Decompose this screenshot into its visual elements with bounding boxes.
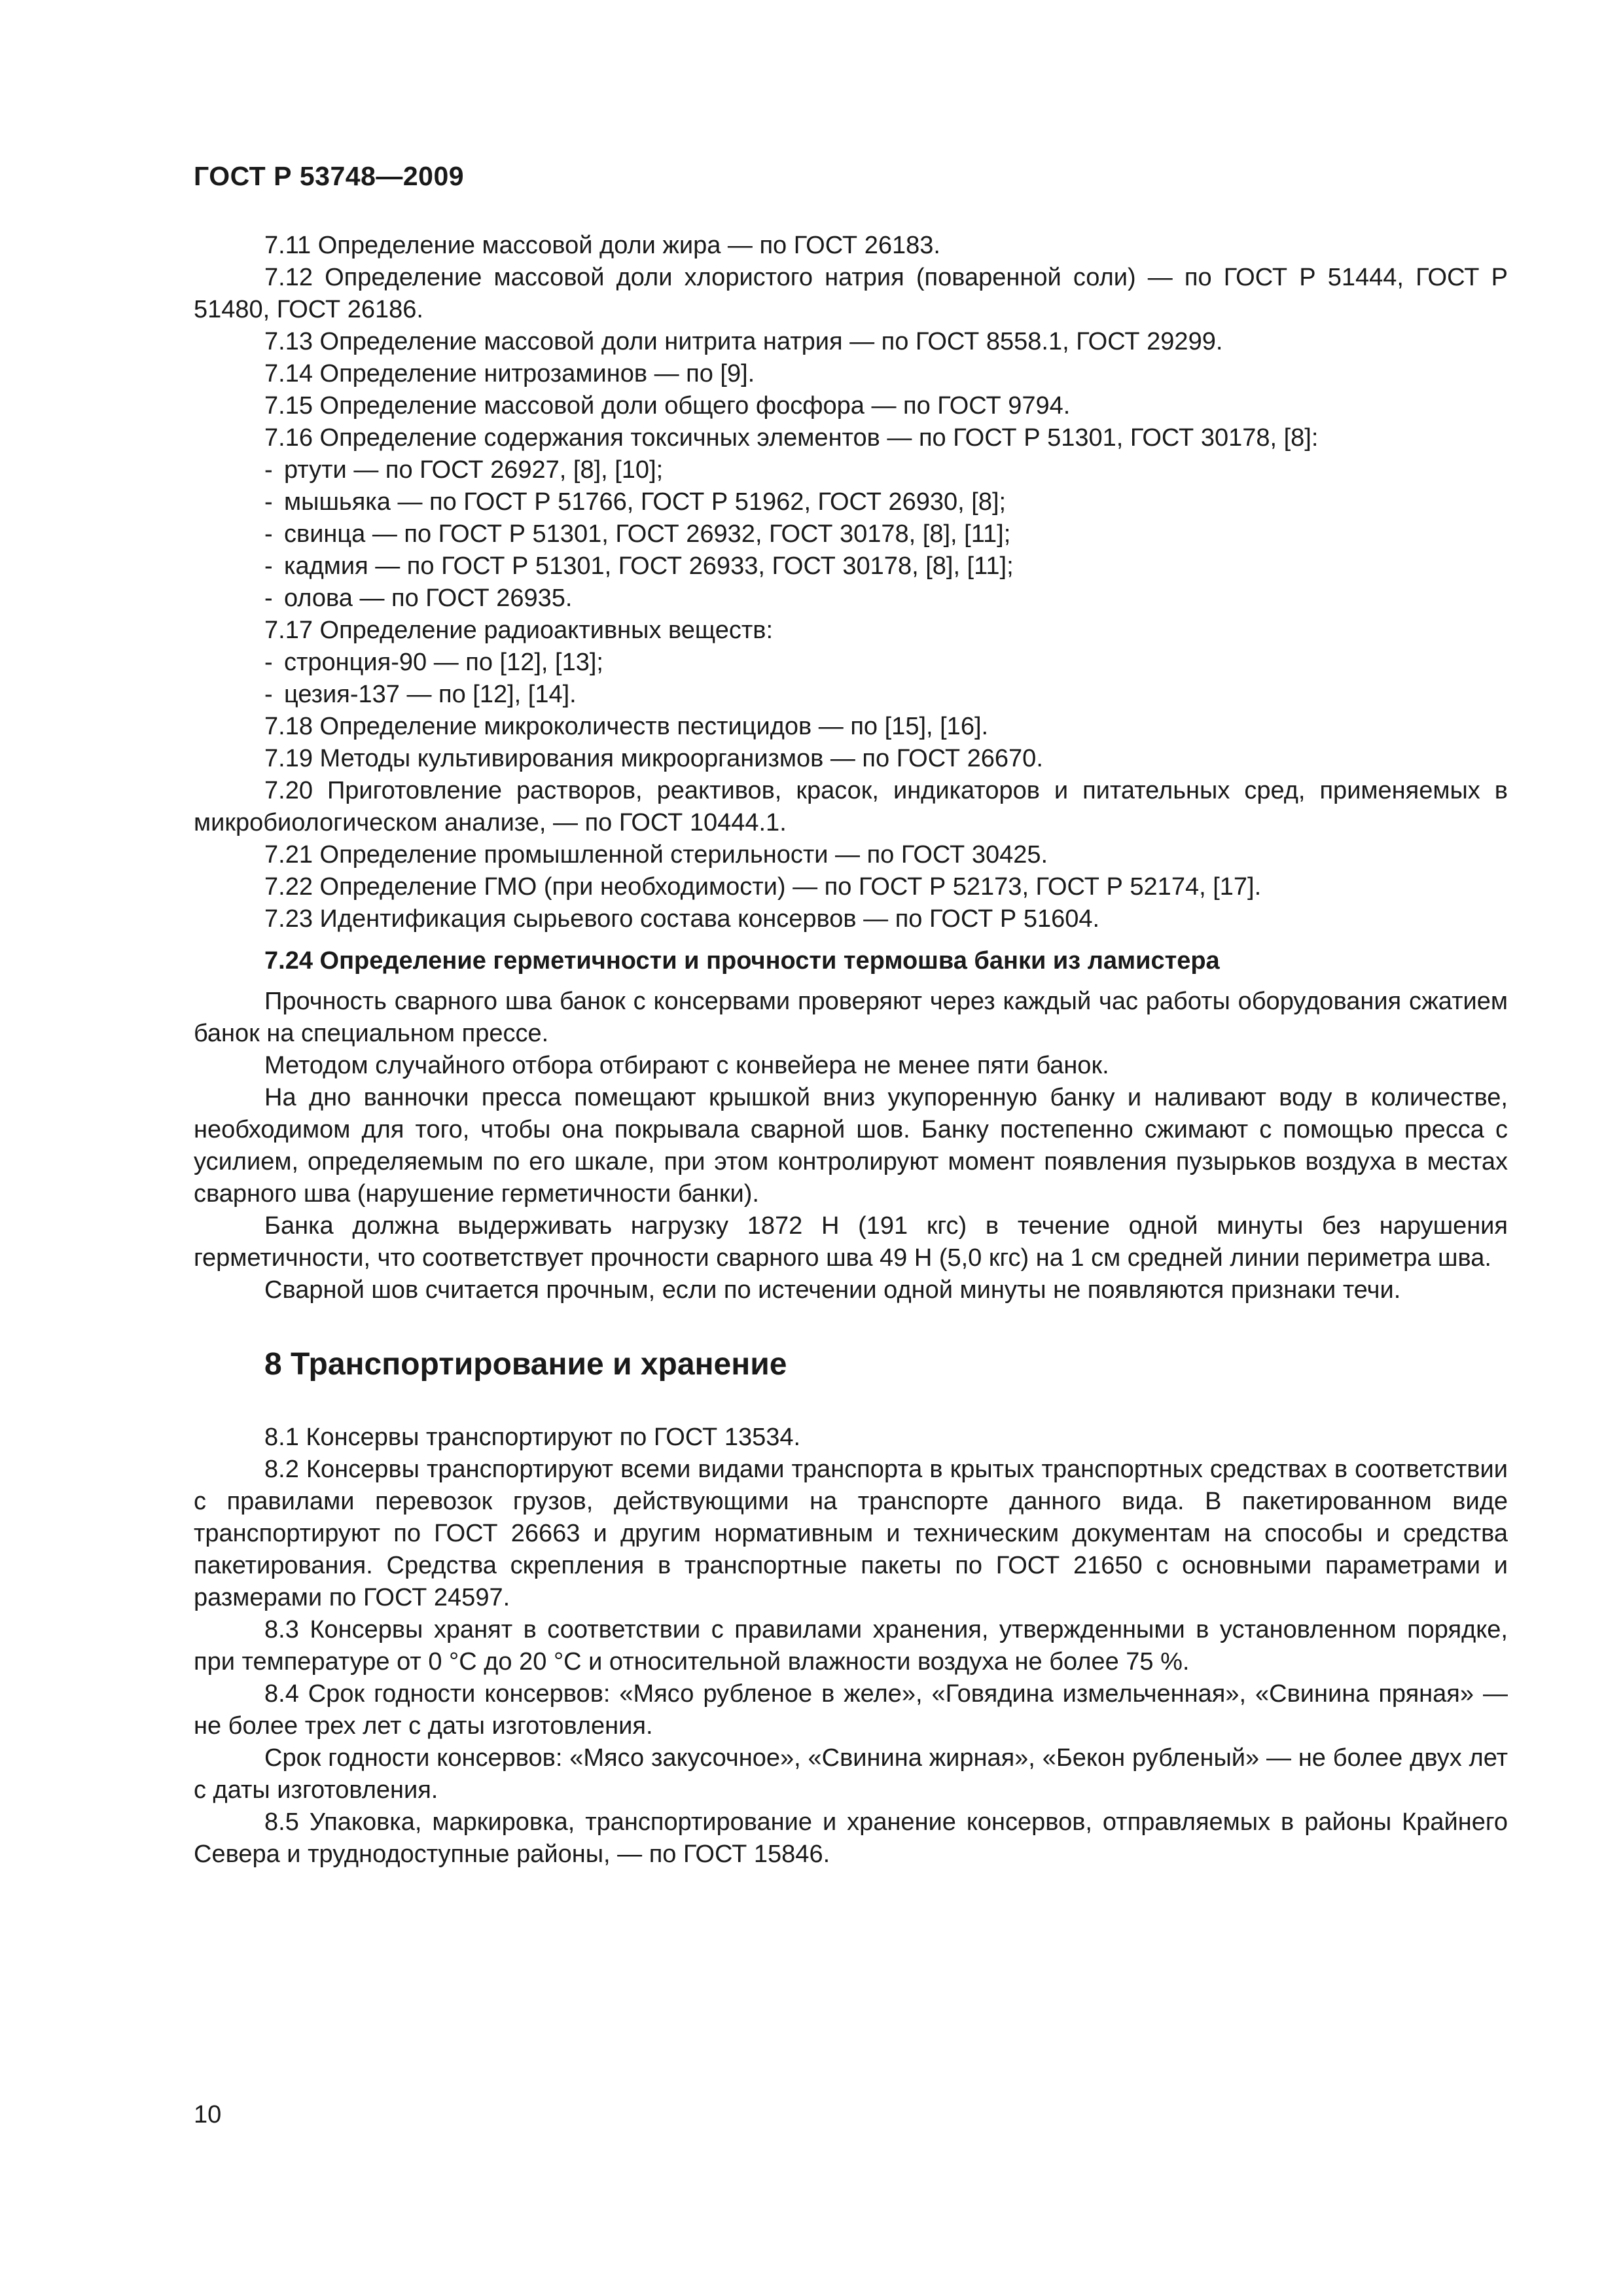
item-8-5: 8.5 Упаковка, маркировка, транспортирование и хранение консервов, отправляемых в районы Крайнего Севера и труднодоступные районы, — по ГОСТ 15846. [194, 1808, 1508, 1868]
document-body [194, 230, 1508, 1871]
item-7-21: 7.21 Определение промышленной стерильности — по ГОСТ 30425. [264, 841, 1048, 869]
item-8-3: 8.3 Консервы хранят в соответствии с правилами хранения, утвержденными в установленном порядке, при температуре от 0 °С до 20 °С и относительной влажности воздуха не более 75 %. [194, 1616, 1508, 1676]
item-7-11: 7.11 Определение массовой доли жира — по ГОСТ 26183. [264, 232, 940, 259]
item-7-14: 7.14 Определение нитрозаминов — по [9]. [264, 360, 755, 387]
item-8-2: 8.2 Консервы транспортируют всеми видами транспорта в крытых транспортных средствах в соответствии с правилами перевозок грузов, действующими на транспорте данного вида. В пакетированном виде транспортируют по ГОСТ 26663 и другим нормативным и техническим документам на способы и средства пакетирования. Средства скрепления в транспортные пакеты по ГОСТ 21650 с основными параметрами и размерами по ГОСТ 24597. [194, 1456, 1508, 1611]
list-item-text: цезия-137 — по [12], [14]. [284, 681, 577, 708]
paragraph: Срок годности консервов: «Мясо закусочное», «Свинина жирная», «Бекон рубленый» — не более двух лет с даты изготовления. [194, 1744, 1508, 1804]
paragraph: Прочность сварного шва банок с консервами проверяют через каждый час работы оборудования сжатием банок на специальном прессе. [194, 988, 1508, 1047]
item-7-23: 7.23 Идентификация сырьевого состава консервов — по ГОСТ Р 51604. [264, 905, 1100, 933]
list-item-arsenic: - мышьяка — по ГОСТ Р 51766, ГОСТ Р 51962, ГОСТ 26930, [8]; [264, 488, 1007, 516]
list-item-strontium: - стронция-90 — по [12], [13]; [264, 649, 603, 676]
list-item-text: свинца — по ГОСТ Р 51301, ГОСТ 26932, ГОСТ 30178, [8], [11]; [284, 520, 1011, 548]
item-7-16: 7.16 Определение содержания токсичных элементов — по ГОСТ Р 51301, ГОСТ 30178, [8]: [264, 424, 1319, 452]
list-item-text: олова — по ГОСТ 26935. [284, 584, 573, 612]
item-7-18: 7.18 Определение микроколичеств пестицидов — по [15], [16]. [264, 713, 989, 740]
document-header: ГОСТ Р 53748—2009 [194, 161, 465, 191]
list-item-cadmium: - кадмия — по ГОСТ Р 51301, ГОСТ 26933, ГОСТ 30178, [8], [11]; [264, 552, 1014, 580]
page-number: 10 [194, 2101, 222, 2128]
list-item-text: мышьяка — по ГОСТ Р 51766, ГОСТ Р 51962, ГОСТ 26930, [8]; [284, 488, 1007, 516]
subsection-heading-7-24: 7.24 Определение герметичности и прочности термошва банки из ламистера [264, 947, 1220, 975]
item-7-22: 7.22 Определение ГМО (при необходимости) — по ГОСТ Р 52173, ГОСТ Р 52174, [17]. [264, 873, 1262, 901]
item-7-12: 7.12 Определение массовой доли хлористого натрия (поваренной соли) — по ГОСТ Р 51444, ГОСТ Р 51480, ГОСТ 26186. [194, 264, 1508, 323]
list-item-text: ртути — по ГОСТ 26927, [8], [10]; [284, 456, 664, 484]
item-7-15: 7.15 Определение массовой доли общего фосфора — по ГОСТ 9794. [264, 392, 1071, 420]
list-item-mercury: - ртути — по ГОСТ 26927, [8], [10]; [264, 456, 664, 484]
item-8-1: 8.1 Консервы транспортируют по ГОСТ 13534. [264, 1424, 801, 1451]
item-7-17: 7.17 Определение радиоактивных веществ: [264, 617, 774, 644]
list-item-cesium: - цезия-137 — по [12], [14]. [264, 681, 577, 708]
paragraph: Сварной шов считается прочным, если по истечении одной минуты не появляются признаки течи. [264, 1276, 1401, 1304]
list-item-text: кадмия — по ГОСТ Р 51301, ГОСТ 26933, ГОСТ 30178, [8], [11]; [284, 552, 1014, 580]
paragraph: Банка должна выдерживать нагрузку 1872 Н (191 кгс) в течение одной минуты без нарушения герметичности, что соответствует прочности сварного шва 49 Н (5,0 кгс) на 1 см средней линии периметра шва. [194, 1212, 1508, 1272]
paragraph: На дно ванночки пресса помещают крышкой вниз укупоренную банку и наливают воду в количестве, необходимом для того, чтобы она покрывала сварной шов. Банку постепенно сжимают с помощью пресса с усилием, определяемым по его шкале, при этом контролируют момент появления пузырьков воздуха в местах сварного шва (нарушение герметичности банки). [194, 1084, 1508, 1208]
item-7-13: 7.13 Определение массовой доли нитрита натрия — по ГОСТ 8558.1, ГОСТ 29299. [264, 328, 1223, 355]
item-8-4: 8.4 Срок годности консервов: «Мясо рубленое в желе», «Говядина измельченная», «Свинина пряная» — не более трех лет с даты изготовления. [194, 1680, 1508, 1740]
paragraph: Методом случайного отбора отбирают с конвейера не менее пяти банок. [264, 1052, 1109, 1079]
list-item-lead: - свинца — по ГОСТ Р 51301, ГОСТ 26932, ГОСТ 30178, [8], [11]; [264, 520, 1011, 548]
list-item-tin: - олова — по ГОСТ 26935. [264, 584, 573, 612]
section-heading-8: 8 Транспортирование и хранение [264, 1347, 787, 1382]
item-7-19: 7.19 Методы культивирования микроорганизмов — по ГОСТ 26670. [264, 745, 1043, 772]
item-7-20: 7.20 Приготовление растворов, реактивов, красок, индикаторов и питательных сред, применяемых в микробиологическом анализе, — по ГОСТ 10444.1. [194, 777, 1508, 836]
list-item-text: стронция-90 — по [12], [13]; [284, 649, 603, 676]
